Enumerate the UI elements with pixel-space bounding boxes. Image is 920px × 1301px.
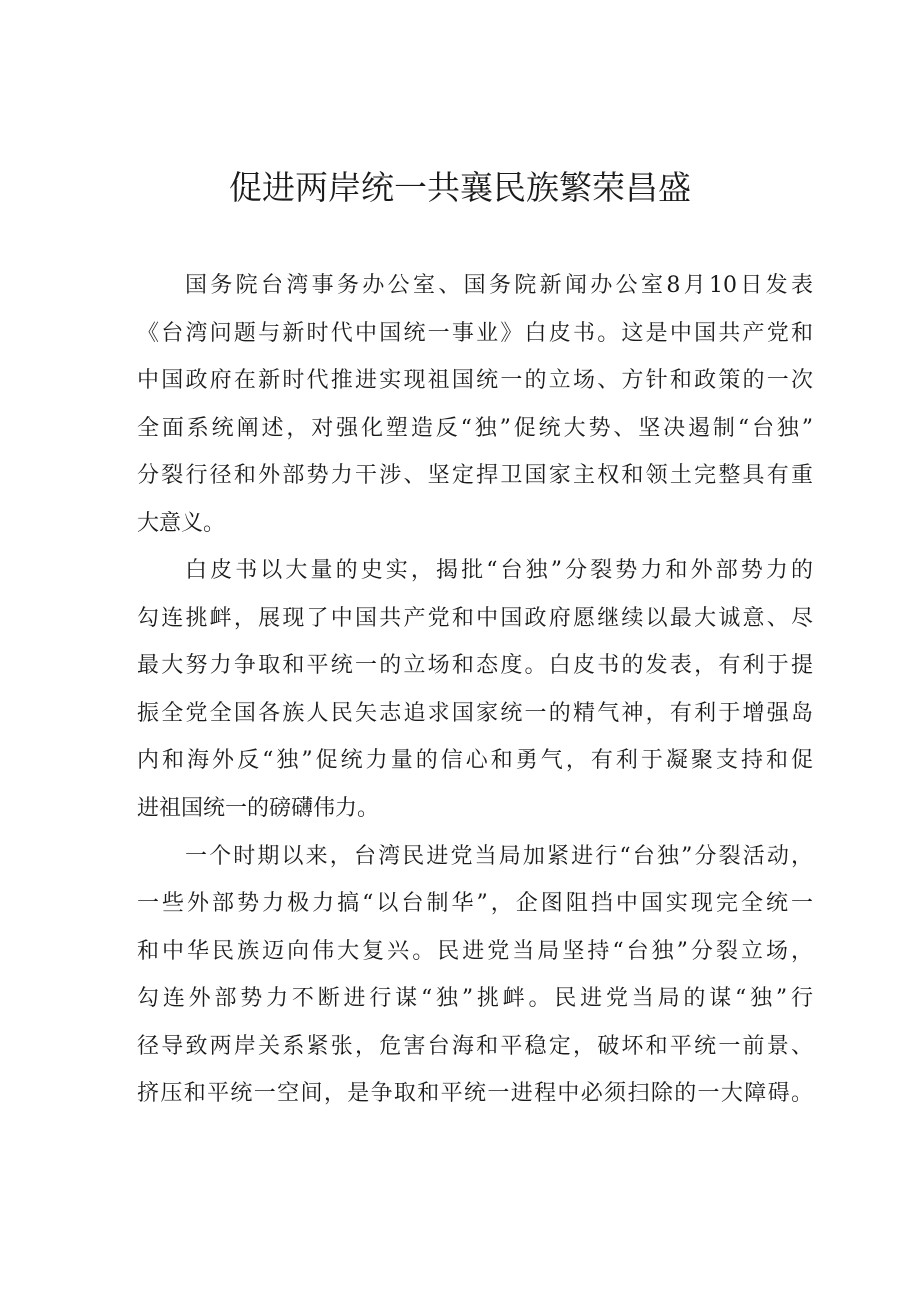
paragraph-line: 白皮书以大量的史实，揭批“台独”分裂势力和外部势力的 <box>185 558 813 584</box>
paragraph-line: 一些外部势力极力搞“以台制华”，企图阻挡中国实现完全统一 <box>137 891 813 917</box>
document-title: 促进两岸统一共襄民族繁荣昌盛 <box>229 168 691 207</box>
paragraph-line: 内和海外反“独”促统力量的信心和勇气，有利于凝聚支持和促 <box>137 748 813 774</box>
paragraph-line: 进祖国统一的磅礴伟力。 <box>137 796 380 822</box>
paragraph-3 <box>137 833 813 1118</box>
paragraph-line: 勾连外部势力不断进行谋“独”挑衅。民进党当局的谋“独”行 <box>137 986 813 1012</box>
paragraph-line: 最大努力争取和平统一的立场和态度。白皮书的发表，有利于提 <box>137 653 813 679</box>
paragraph-line: 勾连挑衅，展现了中国共产党和中国政府愿继续以最大诚意、尽 <box>137 605 813 631</box>
paragraph-line: 中国政府在新时代推进实现祖国统一的立场、方针和政策的一次 <box>137 368 813 394</box>
paragraph-line: 一个时期以来，台湾民进党当局加紧进行“台独”分裂活动， <box>185 843 813 869</box>
paragraph-line: 《台湾问题与新时代中国统一事业》白皮书。这是中国共产党和 <box>137 320 813 346</box>
paragraph-line: 挤压和平统一空间，是争取和平统一进程中必须扫除的一大障碍。 <box>137 1081 813 1107</box>
paragraph-line: 分裂行径和外部势力干涉、坚定捍卫国家主权和领土完整具有重 <box>137 463 813 489</box>
paragraph-line: 国务院台湾事务办公室、国务院新闻办公室8月10日发表 <box>185 273 813 298</box>
paragraph-line: 和中华民族迈向伟大复兴。民进党当局坚持“台独”分裂立场， <box>137 938 813 964</box>
paragraph-2 <box>137 547 813 832</box>
paragraph-line: 振全党全国各族人民矢志追求国家统一的精气神，有利于增强岛 <box>137 700 813 726</box>
paragraph-line: 径导致两岸关系紧张，危害台海和平稳定，破坏和平统一前景、 <box>137 1033 813 1059</box>
paragraph-line: 全面系统阐述，对强化塑造反“独”促统大势、坚决遏制“台独” <box>137 415 813 441</box>
paragraph-line: 大意义。 <box>137 510 226 536</box>
paragraph-1 <box>137 262 813 547</box>
document-body <box>137 262 813 1118</box>
